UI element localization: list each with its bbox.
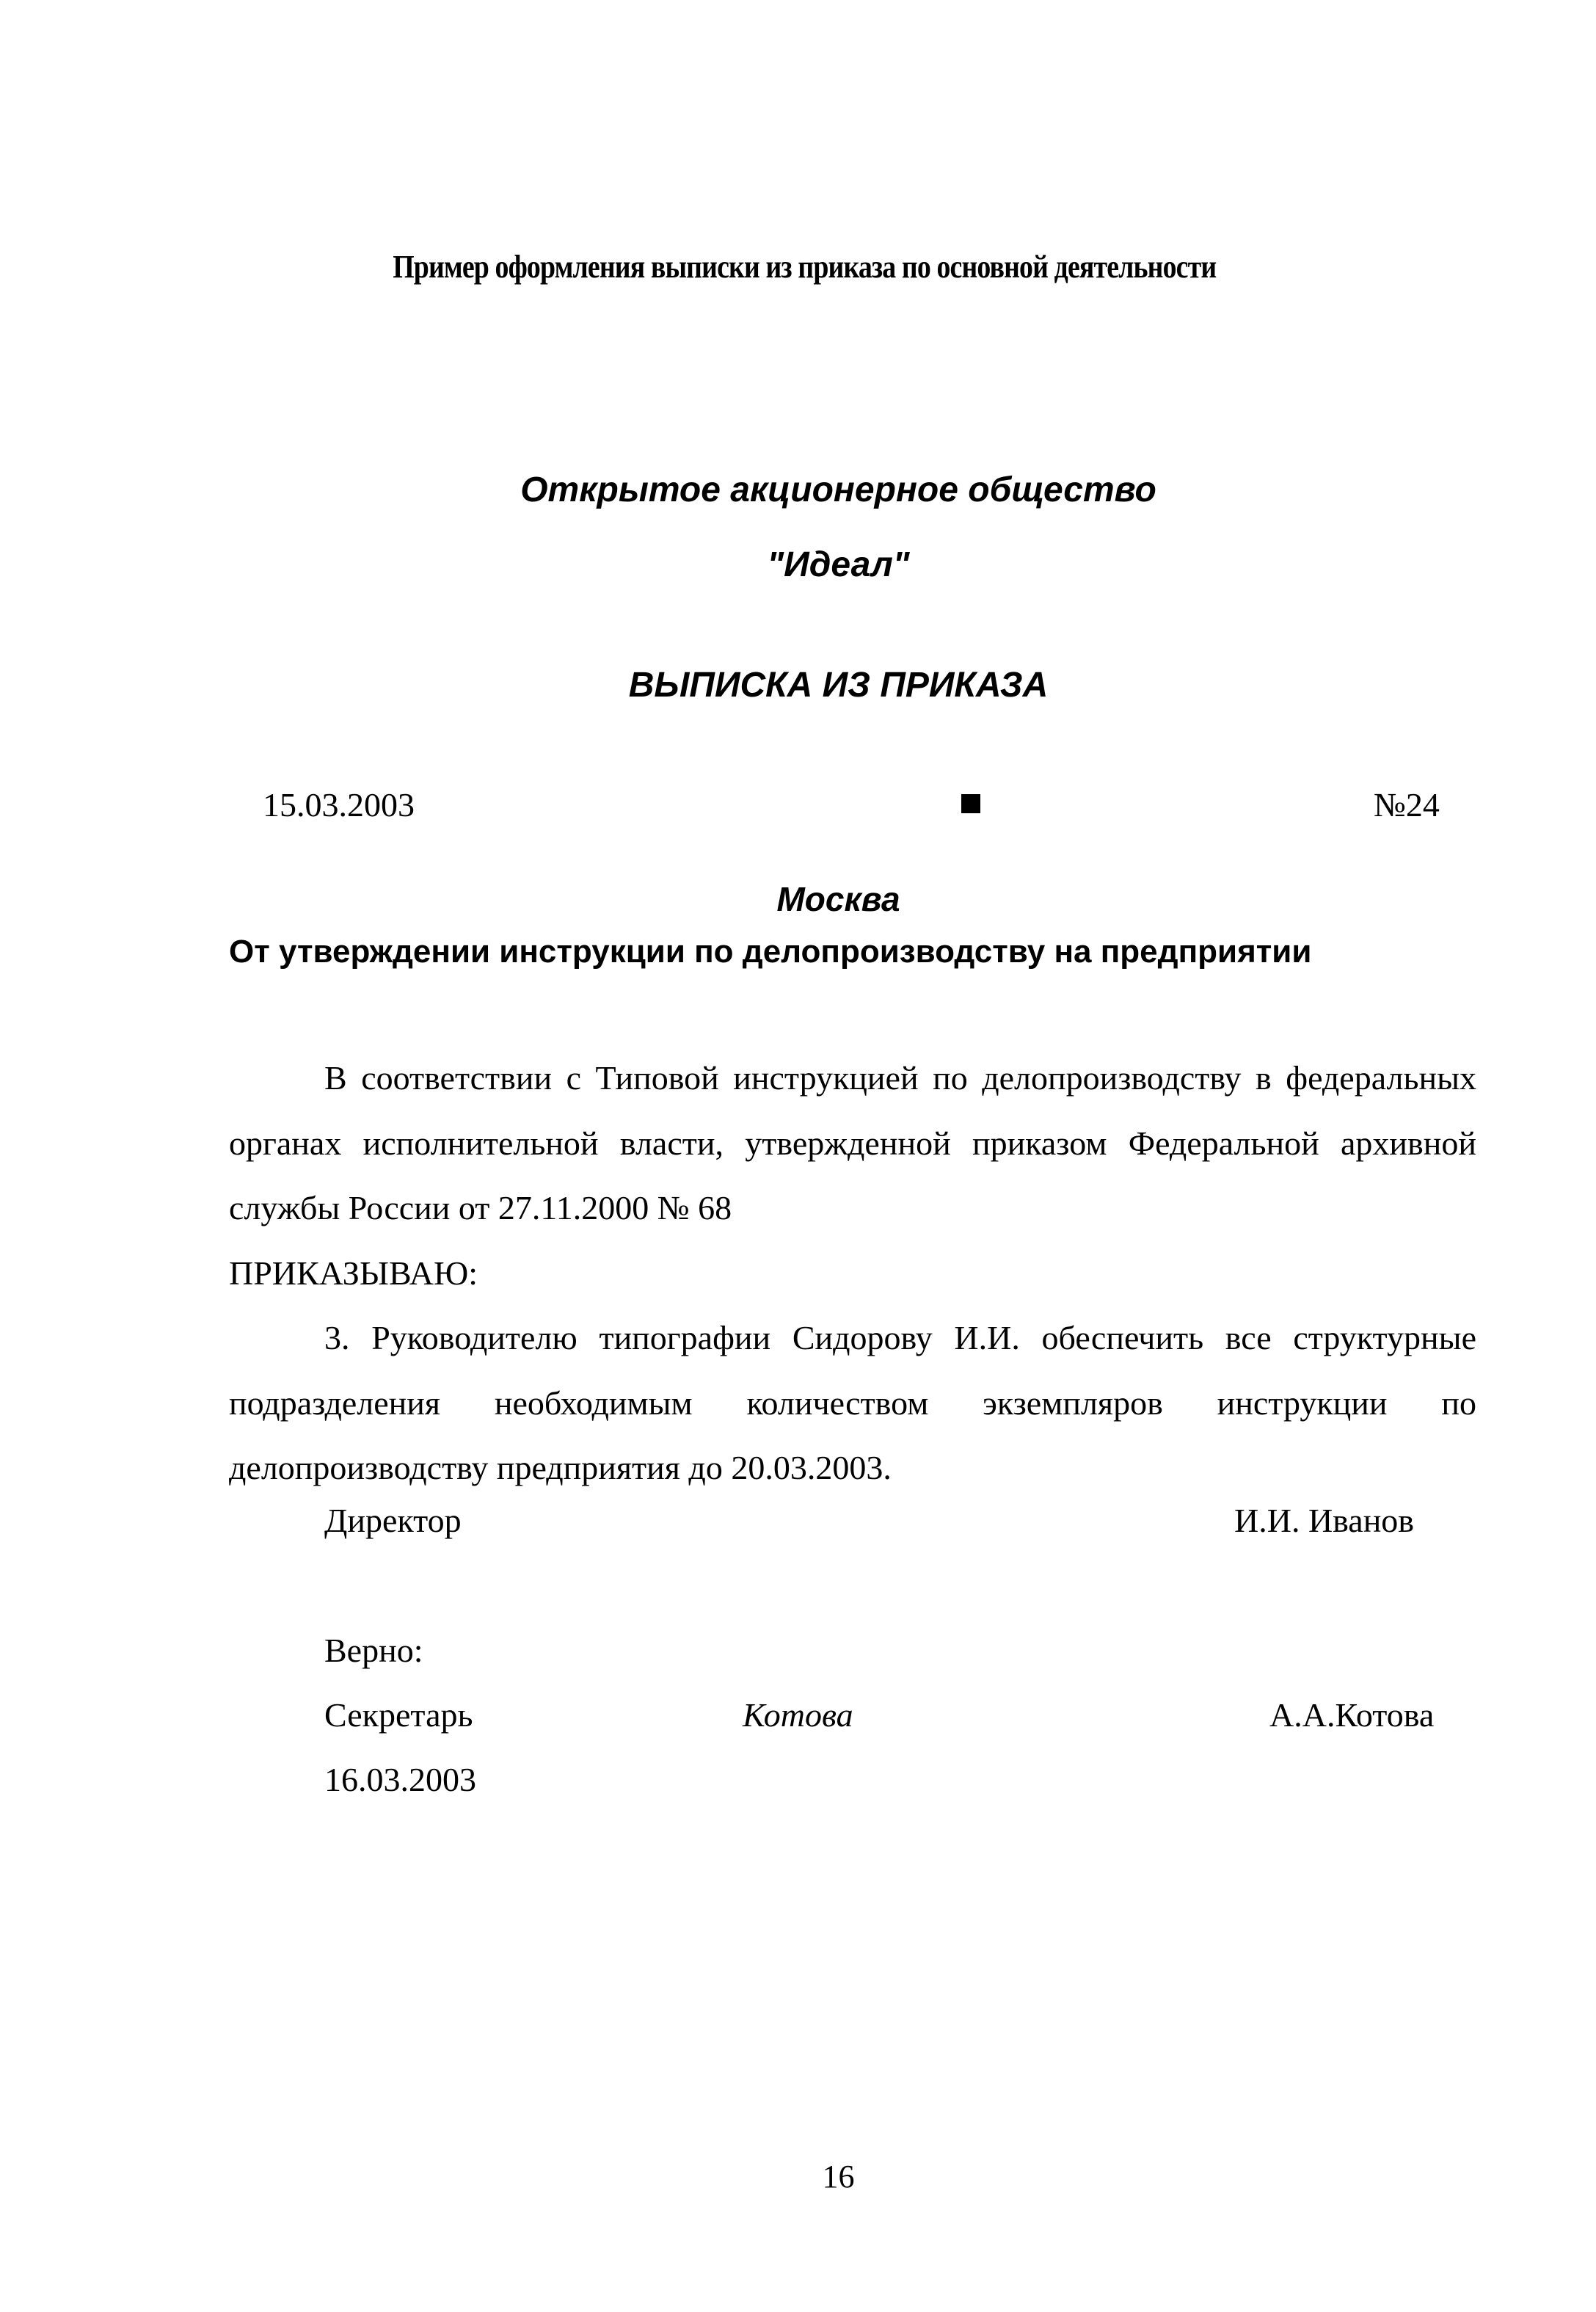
document-type-title: ВЫПИСКА ИЗ ПРИКАЗА bbox=[628, 666, 1049, 705]
signer-name: И.И. Иванов bbox=[1234, 1502, 1415, 1539]
document-city: Москва bbox=[776, 880, 900, 918]
certifier-name: А.А.Котова bbox=[1269, 1696, 1435, 1734]
organization-name-line2: "Идеал" bbox=[767, 545, 910, 584]
document-date: 15.03.2003 bbox=[263, 786, 415, 824]
order-clause: 3. Руководителю типографии Сидорову И.И. обеспечить все структурные подразделения необходимым количеством экземпляров инструкции по делопроизводству предприятия до 20.03.2003. bbox=[229, 1319, 1476, 1486]
document-body bbox=[229, 1046, 1476, 1501]
certifier-signature: Котова bbox=[743, 1696, 853, 1734]
preamble-paragraph: В соответствии с Типовой инструкцией по делопроизводству в федеральных органах исполнительной власти, утвержденной приказом Федеральной архивной службы России от 27.11.2000 № 68 bbox=[229, 1059, 1476, 1226]
certification-date: 16.03.2003 bbox=[324, 1761, 476, 1798]
order-word: ПРИКАЗЫВАЮ: bbox=[229, 1254, 478, 1292]
certifier-position: Секретарь bbox=[324, 1696, 473, 1734]
document-number: №24 bbox=[1374, 786, 1440, 824]
certification-label: Верно: bbox=[324, 1632, 423, 1669]
organization-name-line1: Открытое акционерное общество bbox=[520, 470, 1156, 509]
document-subject: От утверждении инструкции по делопроизводству на предприятии bbox=[229, 934, 1312, 970]
signer-title: Директор bbox=[324, 1502, 462, 1539]
page-heading: Пример оформления выписки из приказа по основной деятельности bbox=[393, 249, 1217, 285]
square-marker-icon bbox=[961, 794, 980, 813]
page-number: 16 bbox=[822, 2159, 855, 2195]
